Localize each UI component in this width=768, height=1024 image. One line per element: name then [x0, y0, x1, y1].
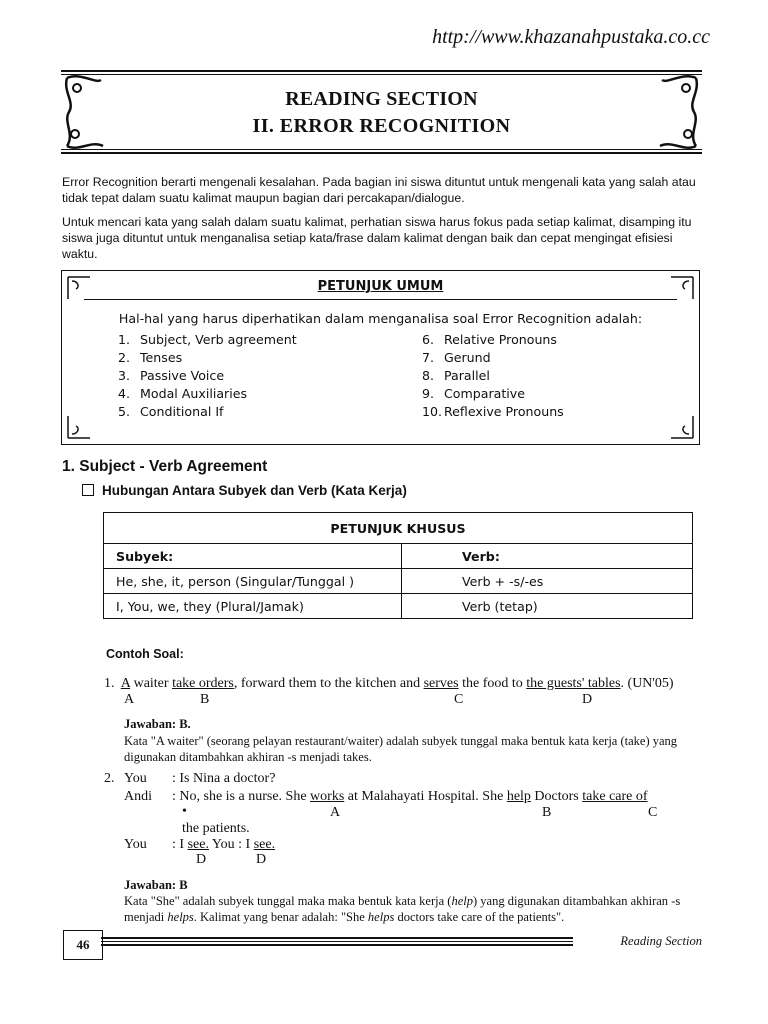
option-letter: D — [582, 692, 593, 707]
list-item: 8. Parallel — [422, 368, 490, 383]
corner-swirl-icon — [64, 273, 94, 303]
section-banner — [61, 70, 702, 154]
corner-swirl-icon — [667, 273, 697, 303]
section-subheading: Hubungan Antara Subyek dan Verb (Kata Kerja) — [82, 483, 407, 498]
answer-label: Jawaban: B — [124, 878, 188, 892]
contoh-soal-label: Contoh Soal: — [106, 647, 184, 661]
right-ornament-icon — [656, 72, 702, 152]
page-number: 46 — [63, 930, 103, 960]
speaker: Andi — [124, 789, 152, 804]
petunjuk-umum-list-right — [422, 331, 564, 421]
speaker: You — [124, 771, 147, 786]
list-item: 7. Gerund — [422, 350, 491, 365]
list-item: 4. Modal Auxiliaries — [118, 386, 248, 401]
petunjuk-umum-title: PETUNJUK UMUM — [317, 279, 444, 294]
petunjuk-umum-list-left — [118, 331, 297, 421]
list-item: 5. Conditional If — [118, 404, 224, 419]
petunjuk-umum-intro: Hal-hal yang harus diperhatikan dalam menganalisa soal Error Recognition adalah: — [118, 311, 643, 326]
question-2-number: 2. — [104, 771, 115, 786]
list-item: 1. Subject, Verb agreement — [118, 332, 297, 347]
option-letter: D — [196, 852, 207, 867]
banner-title-line2: II. ERROR RECOGNITION — [252, 115, 511, 137]
table-row: I, You, we, they (Plural/Jamak) Verb (tetap) — [104, 594, 693, 619]
option-letter: C — [454, 692, 464, 707]
petunjuk-khusus-table — [103, 512, 693, 622]
header-url: http://www.khazanahpustaka.co.cc — [432, 26, 710, 48]
footer-section-label: Reading Section — [620, 934, 702, 948]
answer-label: Jawaban: B. — [124, 717, 191, 731]
banner-title-line1: READING SECTION — [285, 88, 478, 110]
footer-rule — [101, 937, 573, 947]
option-letter: A — [330, 805, 341, 820]
left-ornament-icon — [61, 72, 107, 152]
intro-paragraph-2: Untuk mencari kata yang salah dalam suatu kalimat, perhatian siswa harus fokus pada setiap kalimat, disamping itu siswa juga dituntut untuk menganalisa setiap kata/frase dalam kalimat dengan baik dan cepat mengingat efisiesi waktu. — [62, 215, 692, 261]
petunjuk-khusus-title: PETUNJUK KHUSUS — [104, 513, 693, 544]
option-letter: B — [200, 692, 210, 707]
bullet: • — [182, 804, 187, 819]
dialogue-line: : I see. You : I see. — [172, 837, 276, 852]
intro-paragraph-1: Error Recognition berarti mengenali kesalahan. Pada bagian ini siswa dituntut untuk mengenali kata yang salah atau tidak tepat dalam suatu kalimat maupun bagian dari percakapan/dialogue. — [62, 175, 696, 205]
dialogue-line: : No, she is a nurse. She works at Malahayati Hospital. She help Doctors take care of — [172, 789, 648, 804]
checkbox-icon — [82, 484, 94, 496]
answer-explanation: Kata "She" adalah subyek tunggal maka maka bentuk kata kerja (help) yang digunakan ditambahkan akhiran -s menjadi helps. Kalimat yang benar adalah: "She helps doctors take care of the patients". — [124, 894, 681, 924]
option-letter: D — [256, 852, 267, 867]
list-item: 3. Passive Voice — [118, 368, 225, 383]
section-heading: 1. Subject - Verb Agreement — [62, 458, 268, 475]
dialogue-line: the patients. — [182, 821, 250, 836]
dialogue-line: : Is Nina a doctor? — [172, 771, 276, 786]
corner-swirl-icon — [667, 412, 697, 442]
list-item: 6. Relative Pronouns — [422, 332, 557, 347]
question-1: 1. A waiter take orders, forward them to the kitchen and serves the food to the guests' tables. (UN'05) — [104, 676, 674, 691]
answer-explanation: Kata "A waiter" (seorang pelayan restaurant/waiter) adalah subyek tunggal maka bentuk kata kerja (take) yang digunakan ditambahkan akhiran -s menjadi takes. — [124, 734, 678, 764]
list-item: 10. Reflexive Pronouns — [422, 404, 564, 419]
table-row: He, she, it, person (Singular/Tunggal ) Verb + -s/-es — [104, 569, 693, 594]
speaker: You — [124, 837, 147, 852]
list-item: 9. Comparative — [422, 386, 526, 401]
table-header-subyek: Subyek: — [104, 544, 402, 569]
option-letter: C — [648, 805, 658, 820]
option-letter: A — [124, 692, 135, 707]
table-header-verb: Verb: — [402, 544, 693, 569]
corner-swirl-icon — [64, 412, 94, 442]
petunjuk-umum-box — [61, 270, 700, 445]
option-letter: B — [542, 805, 552, 820]
list-item: 2. Tenses — [118, 350, 183, 365]
